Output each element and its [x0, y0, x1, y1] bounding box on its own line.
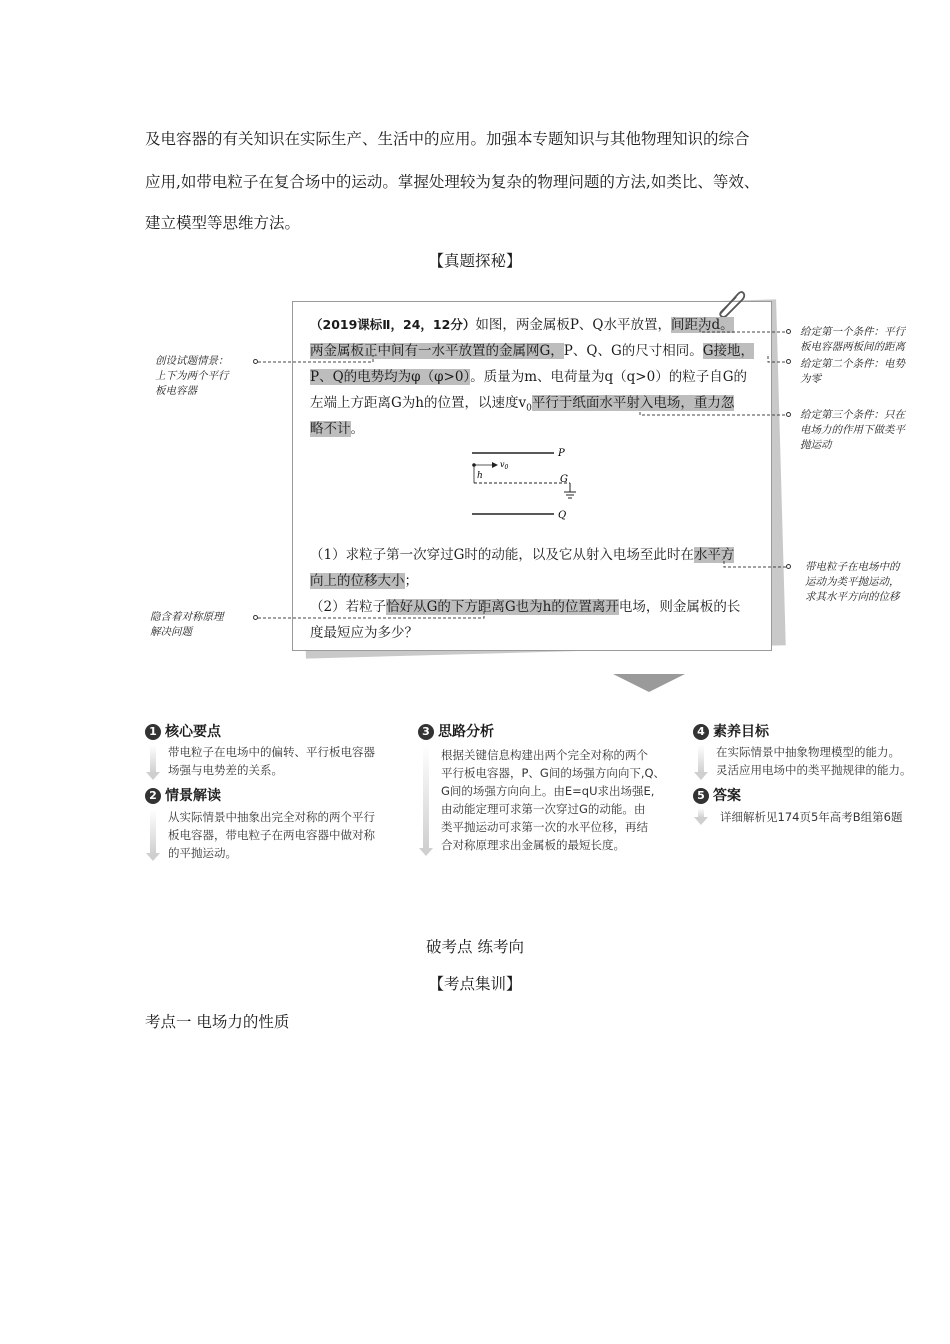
annotation-dot: [786, 412, 791, 417]
flow-arrowhead-icon: [419, 848, 433, 856]
flow-arrowhead-icon: [694, 817, 708, 825]
note-right-motion: 带电粒子在电场中的 运动为类平抛运动， 求其水平方向的位移: [805, 561, 900, 603]
annotation-dot: [786, 359, 791, 364]
section-scenario-body: 从实际情景中抽象出完全对称的两个平行 板电容器，带电粒子在两电容器中做对称 的平抛运动。: [168, 810, 375, 860]
flow-arrowhead-icon: [146, 772, 160, 780]
chapter-heading: 破考点 练考向: [426, 938, 524, 956]
flow-arrowhead-icon: [146, 853, 160, 861]
down-arrow-icon: [613, 674, 685, 692]
annotation-dot: [786, 329, 791, 334]
section-core-points-title: 1 核心要点: [145, 721, 221, 741]
zhenti-heading: 【真题探秘】: [428, 252, 522, 270]
question-1-line-2: 向上的位移大小；: [310, 573, 418, 589]
kaodian-one-title: 考点一 电场力的性质: [145, 1013, 290, 1031]
intro-line-2: 应用,如带电粒子在复合场中的运动。掌握处理较为复杂的物理问题的方法,如类比、等效、: [145, 173, 760, 191]
plate-p-label: P: [558, 448, 565, 459]
flow-arrow-icon: [150, 745, 156, 773]
section-analysis-title: 3 思路分析: [418, 721, 494, 741]
problem-line-2: 两金属板正中间有一水平放置的金属网G，P、Q、G的尺寸相同。G接地，: [310, 343, 755, 359]
flow-arrow-icon: [698, 745, 704, 773]
grid-g-label: G: [560, 474, 568, 485]
section-core-points-body: 带电粒子在电场中的偏转、平行板电容器 场强与电势差的关系。: [168, 745, 375, 777]
section-scenario-title: 2 情景解读: [145, 785, 221, 805]
question-2-line-1: （2）若粒子恰好从G的下方距离G也为h的位置离开电场，则金属板的长: [310, 599, 741, 615]
note-right-condition-3: 给定第三个条件：只在 电场力的作用下做类平 抛运动: [800, 409, 905, 451]
note-left-scenario: 创设试题情景： 上下为两个平行 板电容器: [155, 355, 229, 397]
intro-line-3: 建立模型等思维方法。: [145, 214, 301, 232]
section-goals-title: 4 素养目标: [693, 721, 769, 741]
flow-arrow-icon: [150, 810, 156, 854]
problem-line-5: 略不计。: [310, 421, 364, 437]
section-answer-title: 5 答案: [693, 785, 741, 805]
flow-arrowhead-icon: [694, 772, 708, 780]
problem-line-4: 左端上方距离G为h的位置，以速度$v_0$平行于纸面水平射入电场，重力忽: [310, 395, 735, 414]
problem-line-1: （2019课标Ⅱ，24，12分）如图，两金属板P、Q水平放置，间距为d。: [310, 317, 734, 333]
v0-label: $v_0$: [500, 460, 509, 471]
kaodian-heading: 【考点集训】: [428, 975, 522, 993]
note-right-condition-2: 给定第二个条件：电势 为零: [800, 358, 905, 385]
annotation-dot: [786, 564, 791, 569]
h-label: h: [477, 471, 483, 481]
flow-arrow-icon: [423, 745, 429, 849]
section-analysis-body: 根据关键信息构建出两个完全对称的两个 平行板电容器，P、G间的场强方向向下,Q、 G间的场强方向向上。由E=qU求出场强E, 由动能定理可求第一次穿过G的动能。由 类平抛运动可求第一次的水平位移，再结 合对称原理求出金属板的最短长度。: [441, 748, 666, 852]
plate-q-label: Q: [558, 510, 567, 521]
question-2-line-2: 度最短应为多少？: [310, 625, 418, 641]
intro-line-1: 及电容器的有关知识在实际生产、生活中的应用。加强本专题知识与其他物理知识的综合: [145, 130, 750, 148]
problem-line-3: P、Q的电势均为φ（φ>0）。质量为m、电荷量为q（q>0）的粒子自G的: [310, 369, 747, 385]
annotation-dot: [253, 615, 258, 620]
note-right-condition-1: 给定第一个条件：平行 板电容器两板间的距离: [800, 326, 905, 353]
section-answer-body: 详细解析见174页5年高考B组第6题: [720, 810, 903, 824]
note-left-symmetry: 隐含着对称原理 解决问题: [150, 611, 224, 638]
annotation-dot: [253, 359, 258, 364]
section-goals-body: 在实际情景中抽象物理模型的能力。 灵活应用电场中的类平抛规律的能力。: [716, 745, 912, 777]
question-1-line-1: （1）求粒子第一次穿过G时的动能，以及它从射入电场至此时在水平方: [310, 547, 735, 563]
